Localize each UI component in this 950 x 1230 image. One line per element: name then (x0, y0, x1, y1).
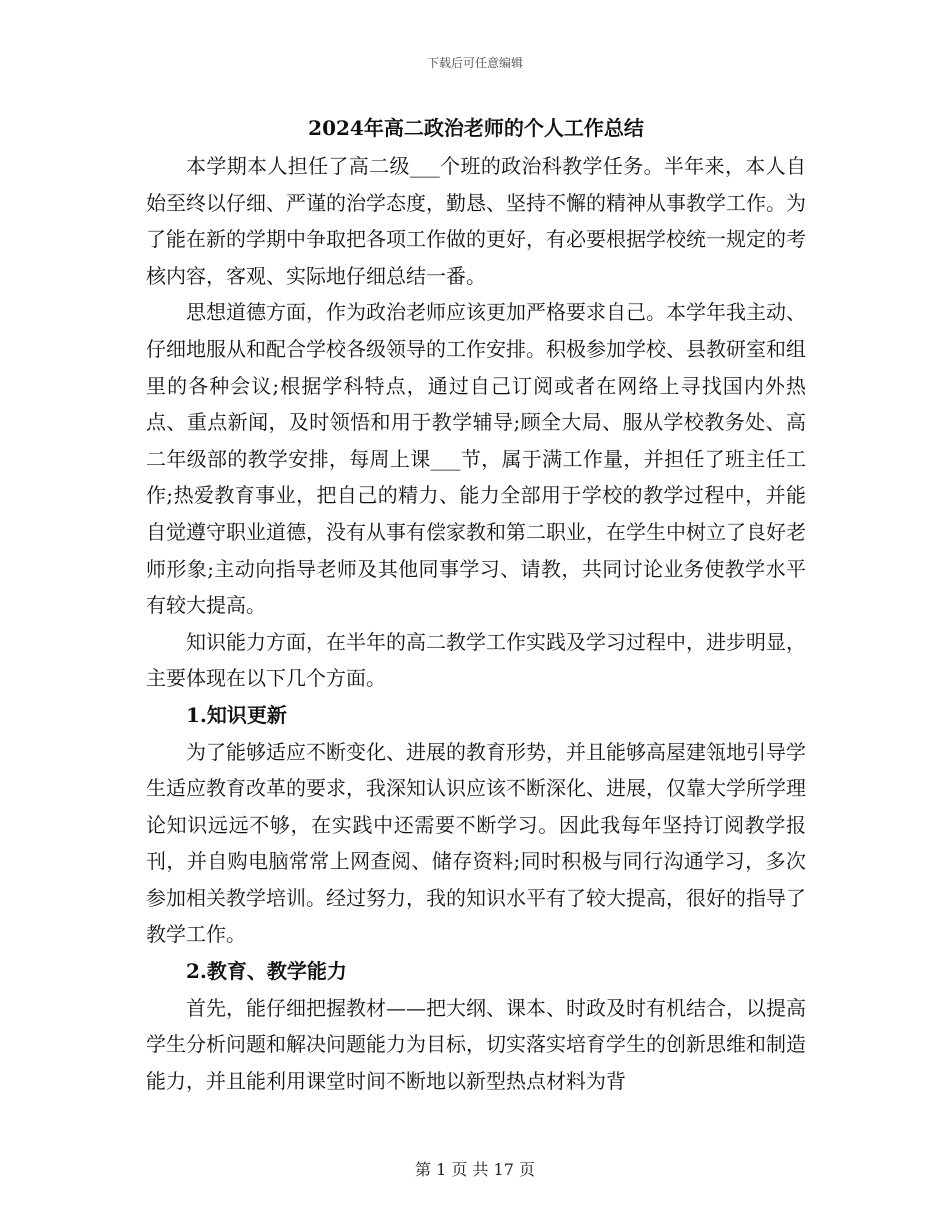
paragraph-knowledge: 为了能够适应不断变化、进展的教育形势，并且能够高屋建瓴地引导学生适应教育改革的要求，我深知认识应该不断深化、进展，仅靠大学所学理论知识远远不够，在实践中还需要不断学习。因此我每年坚持订阅教学报刊，并自购电脑常常上网查阅、储存资料;同时积极与同行沟通学习，多次参加相关教学培训。经过努力，我的知识水平有了较大提高，很好的指导了教学工作。 (146, 739, 806, 947)
paragraph-teaching: 首先，能仔细把握教材——把大纲、课本、时政及时有机结合，以提高学生分析问题和解决问题能力为目标，切实落实培育学生的创新思维和制造能力，并且能利用课堂时间不断地以新型热点材料为背 (146, 995, 806, 1093)
paragraph-moral: 思想道德方面，作为政治老师应该更加严格要求自己。本学年我主动、仔细地服从和配合学校各级领导的工作安排。积极参加学校、县教研室和组里的各种会议;根据学科特点，通过自己订阅或者在网络上寻找国内外热点、重点新闻，及时领悟和用于教学辅导;顾全大局、服从学校教务处、高二年级部的教学安排，每周上课___节，属于满工作量，并担任了班主任工作;热爱教育事业，把自己的精力、能力全部用于学校的教学过程中，并能自觉遵守职业道德，没有从事有偿家教和第二职业，在学生中树立了良好老师形象;主动向指导老师及其他同事学习、请教，共同讨论业务使教学水平有较大提高。 (146, 300, 806, 618)
section-heading-knowledge: 1.知识更新 (186, 702, 287, 727)
page-number-footer: 第 1 页 共 17 页 (415, 1160, 535, 1179)
section-heading-teaching: 2.教育、教学能力 (186, 959, 347, 984)
paragraph-intro: 本学期本人担任了高二级___个班的政治科教学任务。半年来，本人自始至终以仔细、严谨的治学态度，勤恳、坚持不懈的精神从事教学工作。为了能在新的学期中争取把各项工作做的更好，有必要根据学校统一规定的考核内容，客观、实际地仔细总结一番。 (146, 154, 806, 288)
paragraph-ability: 知识能力方面，在半年的高二教学工作实践及学习过程中，进步明显，主要体现在以下几个方面。 (146, 629, 806, 691)
page-header-note: 下载后可任意编辑 (426, 56, 523, 70)
document-body (146, 112, 806, 1099)
document-title: 2024年高二政治老师的个人工作总结 (308, 116, 644, 140)
